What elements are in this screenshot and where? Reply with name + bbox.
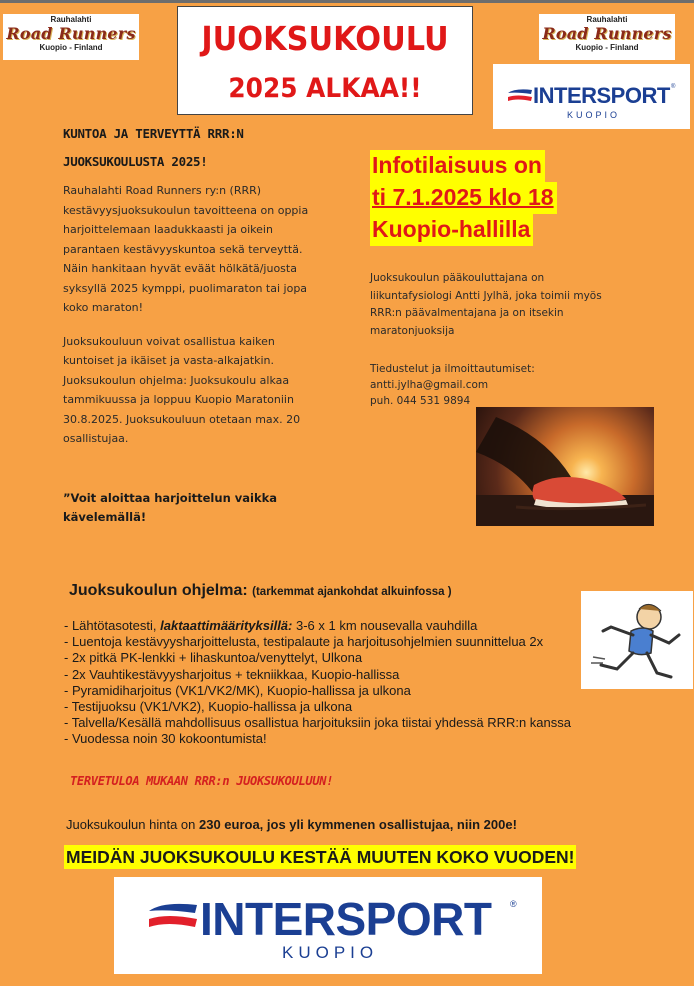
text-line: 30.8.2025. Juoksukouluun otetaan max. 20 <box>63 412 301 426</box>
price-amount: 230 euroa, jos yli kymmenen osallistujaa, niin 200e! <box>198 817 517 832</box>
intro-paragraph-2 <box>63 332 353 449</box>
contact-info <box>370 361 630 409</box>
quote-line: kävelemällä! <box>63 510 147 524</box>
item-text: - Talvella/Kesällä mahdollisuus osallistua harjoituksiin joka tiistai yhdessä RRR:n kanssa <box>64 715 571 731</box>
text-line: koko maraton! <box>63 301 144 314</box>
intro-heading-line: JUOKSUKOULUSTA 2025! <box>63 154 208 169</box>
text-line: osallistujaa. <box>63 432 129 445</box>
quote-line: ”Voit aloittaa harjoittelun vaikka <box>63 491 278 505</box>
program-heading <box>69 582 569 600</box>
logo-main-text: Road Runners <box>542 24 672 43</box>
item-text: - Lähtötasotesti, <box>64 618 161 633</box>
item-text: - Testijuoksu (VK1/VK2), Kuopio-hallissa ja ulkona <box>64 699 353 715</box>
text-line: tammikuussa ja loppuu Kuopio Maratoniin <box>63 393 294 406</box>
contact-email[interactable]: antti.jylha@gmail.com <box>370 379 489 391</box>
slogan-banner: MEIDÄN JUOKSUKOULU KESTÄÄ MUUTEN KOKO VUODEN! <box>66 847 575 867</box>
price-text <box>66 817 586 832</box>
info-line-2: ti 7.1.2025 klo 18 <box>370 182 557 214</box>
item-text: - Luentoja kestävyysharjoittelusta, testipalaute ja harjoitusohjelmien suunnittelua 2x <box>64 634 544 650</box>
item-text: - 2x Vauhtikestävyysharjoitus + tekniikkaa, Kuopio-hallissa <box>64 666 400 682</box>
intro-quote <box>63 489 323 527</box>
intro-heading <box>63 120 363 176</box>
road-runners-logo-right <box>539 14 675 60</box>
runner-cartoon <box>581 591 693 689</box>
list-item <box>64 634 624 650</box>
text-line: Rauhalahti Road Runners ry:n (RRR) <box>63 184 262 197</box>
item-text: - Vuodessa noin 30 kokoontumista! <box>64 731 267 747</box>
top-border-line <box>0 0 694 3</box>
contact-label: Tiedustelut ja ilmoittautumiset: <box>370 363 535 375</box>
program-note: (tarkemmat ajankohdat alkuinfossa ) <box>252 586 452 598</box>
logo-sub-text: Kuopio - Finland <box>575 43 639 52</box>
intro-heading-line: KUNTOA JA TERVEYTTÄ RRR:N <box>63 126 244 141</box>
program-title: Juoksukoulun ohjelma: <box>69 582 248 599</box>
intersport-city-text: KUOPIO <box>282 943 379 962</box>
road-runners-logo-left <box>3 14 139 60</box>
text-line: Näin hankitaan hyvät eväät hölkätä/juosta <box>63 262 297 275</box>
item-text: - 2x pitkä PK-lenkki + lihaskuntoa/venyttelyt, Ulkona <box>64 650 363 666</box>
registered-mark-icon: ® <box>510 899 517 909</box>
logo-sub-text: Kuopio - Finland <box>39 43 103 52</box>
text-line: kestävyysjuoksukoulun tavoitteena on oppia <box>63 203 309 217</box>
price-prefix: Juoksukoulun hinta on <box>66 817 199 832</box>
program-list <box>64 618 624 748</box>
list-item <box>64 715 624 731</box>
text-line: RRR:n päävalmentajana ja on itsekin <box>370 307 564 319</box>
list-item <box>64 699 624 715</box>
intersport-swoosh-icon <box>507 88 533 104</box>
text-line: Juoksukouluun voivat osallistua kaiken <box>63 334 275 348</box>
page-subtitle: 2025 ALKAA!! <box>228 73 422 104</box>
intersport-brand-text: INTERSPORT <box>200 893 492 945</box>
list-item <box>64 618 624 634</box>
item-text: 3-6 x 1 km nousevalla vauhdilla <box>292 618 478 633</box>
item-text: - Pyramidiharjoitus (VK1/VK2/MK), Kuopio-hallissa ja ulkona <box>64 682 411 698</box>
welcome-text: TERVETULOA MUKAAN RRR:n JUOKSUKOULUUN! <box>70 774 334 788</box>
list-item <box>64 667 624 683</box>
list-item <box>64 683 624 699</box>
intersport-swoosh-icon <box>146 901 200 933</box>
coach-info <box>370 270 670 340</box>
intersport-brand-text: INTERSPORT <box>533 83 670 108</box>
list-item <box>64 650 624 666</box>
intro-body <box>63 181 353 463</box>
registered-mark-icon: ® <box>671 84 676 90</box>
text-line: parantaen kestävyyskuntoa sekä terveyttä. <box>63 242 303 256</box>
photo-illustration <box>476 407 654 526</box>
text-line: syksyllä 2025 kymppi, puolimaraton tai jopa <box>63 281 308 295</box>
text-line: Juoksukoulun pääkouluttajana on <box>370 272 545 284</box>
running-shoe-sunset-photo <box>476 407 654 526</box>
contact-phone: puh. 044 531 9894 <box>370 395 471 407</box>
intersport-city-text: KUOPIO <box>567 110 621 120</box>
intro-paragraph-1 <box>63 181 353 318</box>
item-emphasis: laktaattimäärityksillä: <box>160 618 293 633</box>
text-line: Juoksukoulun ohjelma: Juoksukoulu alkaa <box>63 373 290 387</box>
info-line-3: Kuopio-hallilla <box>370 214 533 246</box>
info-line-1: Infotilaisuus on <box>370 150 545 182</box>
logo-main-text: Road Runners <box>6 24 136 43</box>
text-line: liikuntafysiologi Antti Jylhä, joka toimii myös <box>370 289 602 302</box>
text-line: harjoittelemaan laadukkaasti ja oikein <box>63 223 273 236</box>
title-box <box>177 6 473 115</box>
runner-cartoon-icon <box>581 591 693 689</box>
intersport-logo-bottom <box>114 877 542 974</box>
list-item <box>64 731 624 747</box>
text-line: maratonjuoksija <box>370 324 455 337</box>
logo-top-text: Rauhalahti <box>50 15 92 24</box>
intersport-logo-top <box>493 64 690 129</box>
text-line: kuntoiset ja ikäiset ja vasta-alkajatkin. <box>63 354 275 367</box>
logo-top-text: Rauhalahti <box>586 15 628 24</box>
page-title: JUOKSUKOULU <box>201 19 449 58</box>
